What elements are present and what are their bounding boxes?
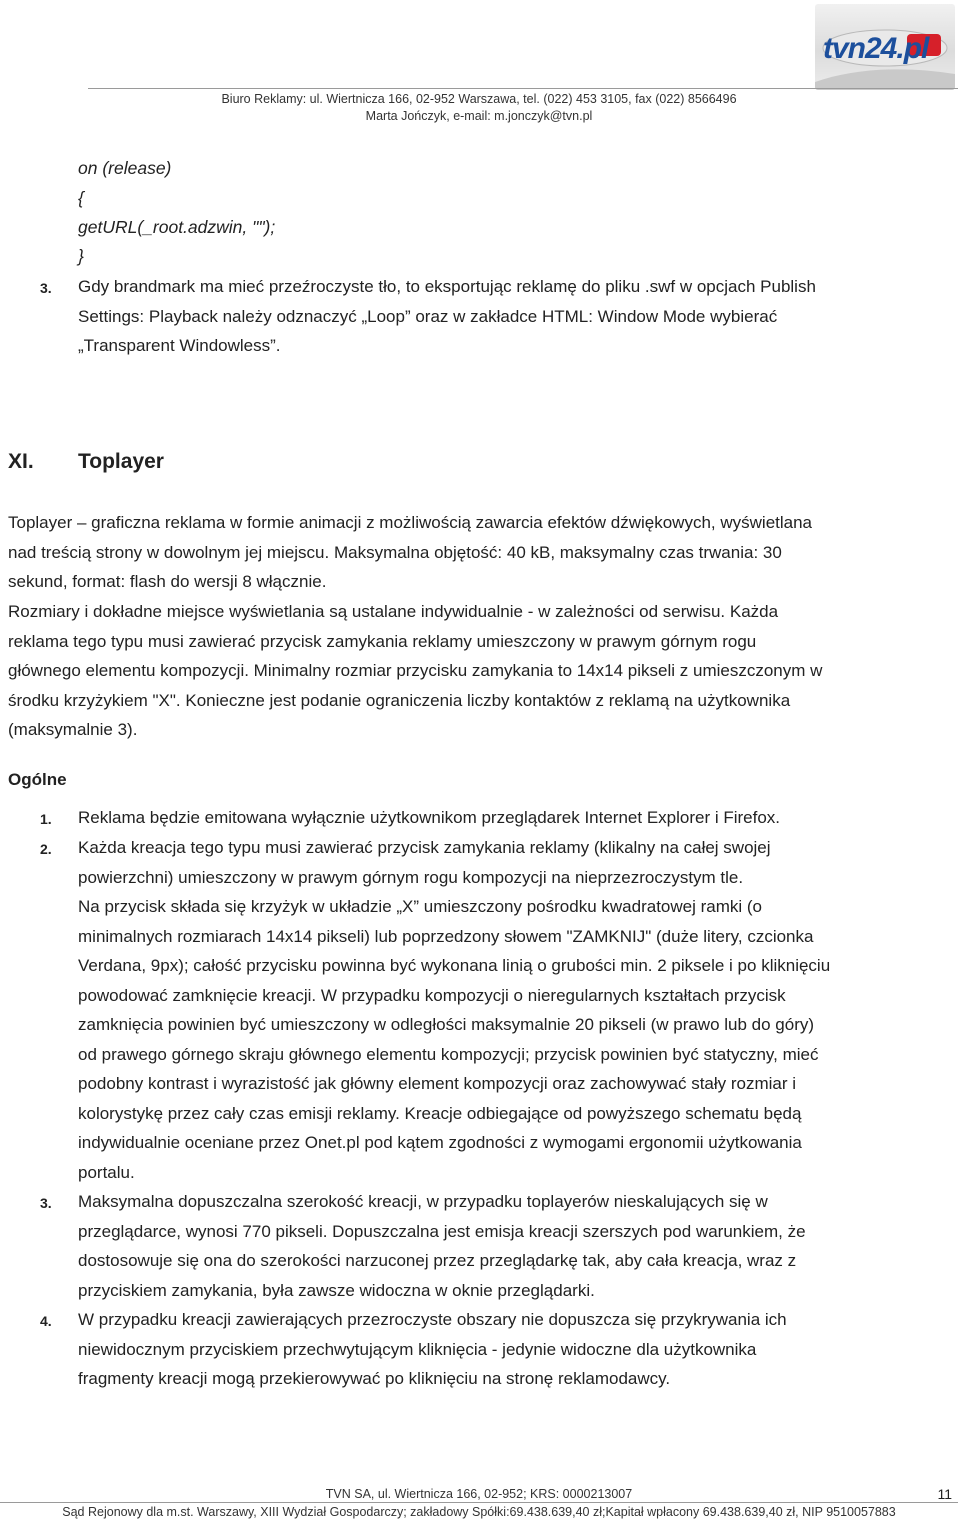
- text-line: portalu.: [78, 1162, 135, 1182]
- text-line: środku krzyżykiem "X". Konieczne jest podanie ograniczenia liczby kontaktów z reklamą na użytkownika: [8, 690, 791, 710]
- text-line: nad treścią strony w dowolnym jej miejscu. Maksymalna objętość: 40 kB, maksymalny czas trwania: 30: [8, 542, 782, 562]
- logo-text: tvn24.pl: [823, 32, 929, 65]
- brandmark-paragraph: [78, 272, 930, 361]
- text-line: fragmenty kreacji mogą przekierowywać po kliknięciu na stronę reklamodawcy.: [78, 1369, 671, 1388]
- code-line: }: [78, 246, 84, 266]
- list-number: 3.: [40, 280, 52, 296]
- list-number: 1.: [40, 811, 52, 827]
- text-line: W przypadku kreacji zawierających przezroczyste obszary nie dopuszcza się przykrywania ich: [78, 1310, 787, 1329]
- page-number: 11: [937, 1486, 952, 1502]
- header-address: Biuro Reklamy: ul. Wiertnicza 166, 02-952 Warszawa, tel. (022) 453 3105, fax (022) 8566496: [221, 92, 737, 106]
- text-line: zamknięcia powinien być umieszczony w odległości maksymalnie 20 pikseli (w prawo lub do góry): [78, 1015, 815, 1034]
- text-line: przeglądarce, wynosi 770 pikseli. Dopuszczalna jest emisja kreacji szerszych pod warunkiem, że: [78, 1221, 806, 1241]
- general-item-1: [78, 803, 938, 833]
- general-item-4: [78, 1305, 938, 1394]
- general-item-2: [78, 833, 938, 1187]
- list-number: 4.: [40, 1313, 52, 1329]
- text-line: Toplayer – graficzna reklama w formie animacji z możliwością zawarcia efektów dźwiękowych, wyświetlana: [8, 513, 813, 532]
- text-line: niewidocznym przyciskiem przechwytującym kliknięcia - jedynie widoczne dla użytkownika: [78, 1339, 757, 1359]
- text-line: sekund, format: flash do wersji 8 włącznie.: [8, 572, 327, 591]
- toplayer-requirements: [8, 597, 954, 745]
- text-line: podobny kontrast i wyrazistość jak główny element kompozycji oraz zachowywać stały rozmiar i: [78, 1074, 797, 1093]
- text-line: powierzchni) umieszczony w prawym górnym rogu kompozycji na nieprzezroczystym tle.: [78, 867, 744, 887]
- text-line: głównego elementu kompozycji. Minimalny rozmiar przycisku zamykania to 14x14 pikseli z umieszczonym w: [8, 661, 823, 680]
- list-number: 3.: [40, 1195, 52, 1211]
- tvn24-logo: [815, 4, 955, 90]
- toplayer-description: [8, 508, 954, 597]
- code-line: getURL(_root.adzwin, "");: [78, 217, 276, 237]
- section-number: XI.: [8, 450, 34, 473]
- text-line: powodować zamknięcie kreacji. W przypadku kompozycji o nieregularnych kształtach przycisk: [78, 985, 786, 1005]
- text-line: od prawego górnego skraju głównego elementu kompozycji; przycisk powinien być statyczny, mieć: [78, 1044, 819, 1064]
- text-line: reklama tego typu musi zawierać przycisk zamykania reklamy umieszczony w prawym górnym rogu: [8, 631, 757, 651]
- text-line: Na przycisk składa się krzyżyk w układzie „X” umieszczony pośrodku kwadratowej ramki (o: [78, 897, 762, 916]
- text-line: kolorystykę przez cały czas emisji reklamy. Kreacje odbiegające od powyższego schematu będą: [78, 1103, 802, 1123]
- text-line: dostosowuje się ona do szerokości narzuconej przez przeglądarkę tak, aby cała kreacja, wraz z: [78, 1251, 797, 1270]
- header-contact: Marta Jończyk, e-mail: m.jonczyk@tvn.pl: [365, 109, 593, 123]
- text-line: Settings: Playback należy odznaczyć „Loop” oraz w zakładce HTML: Window Mode wybierać: [78, 306, 778, 326]
- footer-legal: Sąd Rejonowy dla m.st. Warszawy, XIII Wydział Gospodarczy; zakładowy Spółki:69.438.639,40 zł;Kapitał wpłacony 69.438.639,40 zł, NIP 9510057883: [62, 1505, 896, 1519]
- text-line: minimalnych rozmiarach 14x14 pikseli) lub poprzedzony słowem "ZAMKNIJ" (duże litery, czcionka: [78, 926, 814, 946]
- general-item-3: [78, 1187, 938, 1305]
- text-line: „Transparent Windowless”.: [78, 336, 281, 355]
- text-line: przyciskiem zamykania, była zawsze widoczna w oknie przeglądarki.: [78, 1280, 595, 1300]
- footer-divider: [0, 1502, 958, 1503]
- section-title: Toplayer: [78, 450, 164, 473]
- text-line: Gdy brandmark ma mieć przeźroczyste tło, to eksportując reklamę do pliku .swf w opcjach Publish: [78, 277, 816, 296]
- general-heading: Ogólne: [8, 770, 67, 789]
- footer-company: TVN SA, ul. Wiertnicza 166, 02-952; KRS: 0000213007: [325, 1487, 633, 1501]
- text-line: indywidualnie oceniane przez Onet.pl pod kątem zgodności z wymogami ergonomii użytkowania: [78, 1133, 802, 1152]
- text-line: Verdana, 9px); całość przycisku powinna być wykonana linią o grubości min. 2 piksele i po kliknięciu: [78, 956, 831, 975]
- text-line: Maksymalna dopuszczalna szerokość kreacji, w przypadku toplayerów nieskalujących się w: [78, 1192, 768, 1211]
- text-line: Każda kreacja tego typu musi zawierać przycisk zamykania reklamy (klikalny na całej swojej: [78, 838, 771, 857]
- text-line: (maksymalnie 3).: [8, 720, 138, 739]
- list-number: 2.: [40, 841, 52, 857]
- code-line: on (release): [78, 158, 172, 178]
- text-line: Reklama będzie emitowana wyłącznie użytkownikom przeglądarek Internet Explorer i Firefox.: [78, 808, 781, 827]
- header-divider: [88, 88, 958, 89]
- text-line: Rozmiary i dokładne miejsce wyświetlania są ustalane indywidualnie - w zależności od serwisu. Każda: [8, 602, 779, 621]
- code-line: {: [78, 188, 84, 208]
